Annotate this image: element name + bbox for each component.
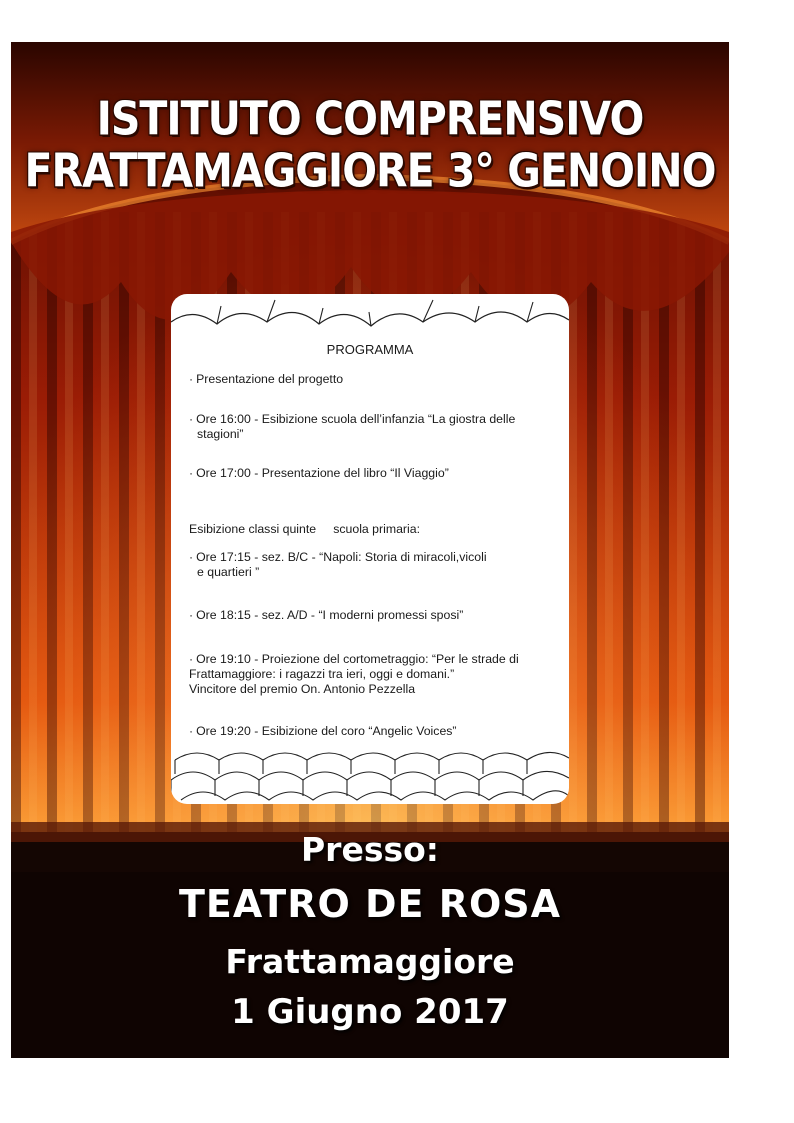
program-item: · Ore 18:15 - sez. A/D - “I moderni promessi sposi” (189, 608, 464, 622)
venue-label: Presso: (301, 830, 439, 869)
school-name-line-1: ISTITUTO COMPRENSIVO (96, 92, 644, 146)
program-subheading: Esibizione classi quinte scuola primaria: (189, 522, 421, 536)
poster (11, 42, 729, 1058)
program-item: · Ore 19:10 - Proiezione del cortometraggio: “Per le strade di Frattamaggiore: i ragazzi tra ieri, oggi e domani.” Vincitore del premio On. Antonio Pezzella (189, 652, 519, 696)
scalloped-top-decoration (171, 294, 569, 334)
program-item: · Presentazione del progetto (189, 372, 344, 386)
program-panel (171, 294, 569, 804)
venue-name: TEATRO DE ROSA (178, 882, 562, 926)
program-heading: PROGRAMMA (326, 342, 414, 357)
program-item: · Ore 17:15 - sez. B/C - “Napoli: Storia di miracoli,vicoli e quartieri ” (189, 550, 487, 579)
program-item: · Ore 16:00 - Esibizione scuola dell’infanzia “La giostra delle stagioni” (189, 412, 516, 441)
event-date: 1 Giugno 2017 (231, 992, 509, 1032)
venue-city: Frattamaggiore (225, 942, 515, 981)
program-item: · Ore 17:00 - Presentazione del libro “Il Viaggio” (189, 466, 449, 480)
audience-seats-decoration (171, 744, 569, 804)
program-item: · Ore 19:20 - Esibizione del coro “Angelic Voices” (189, 724, 457, 738)
school-name-line-2: FRATTAMAGGIORE 3° GENOINO (24, 144, 716, 198)
